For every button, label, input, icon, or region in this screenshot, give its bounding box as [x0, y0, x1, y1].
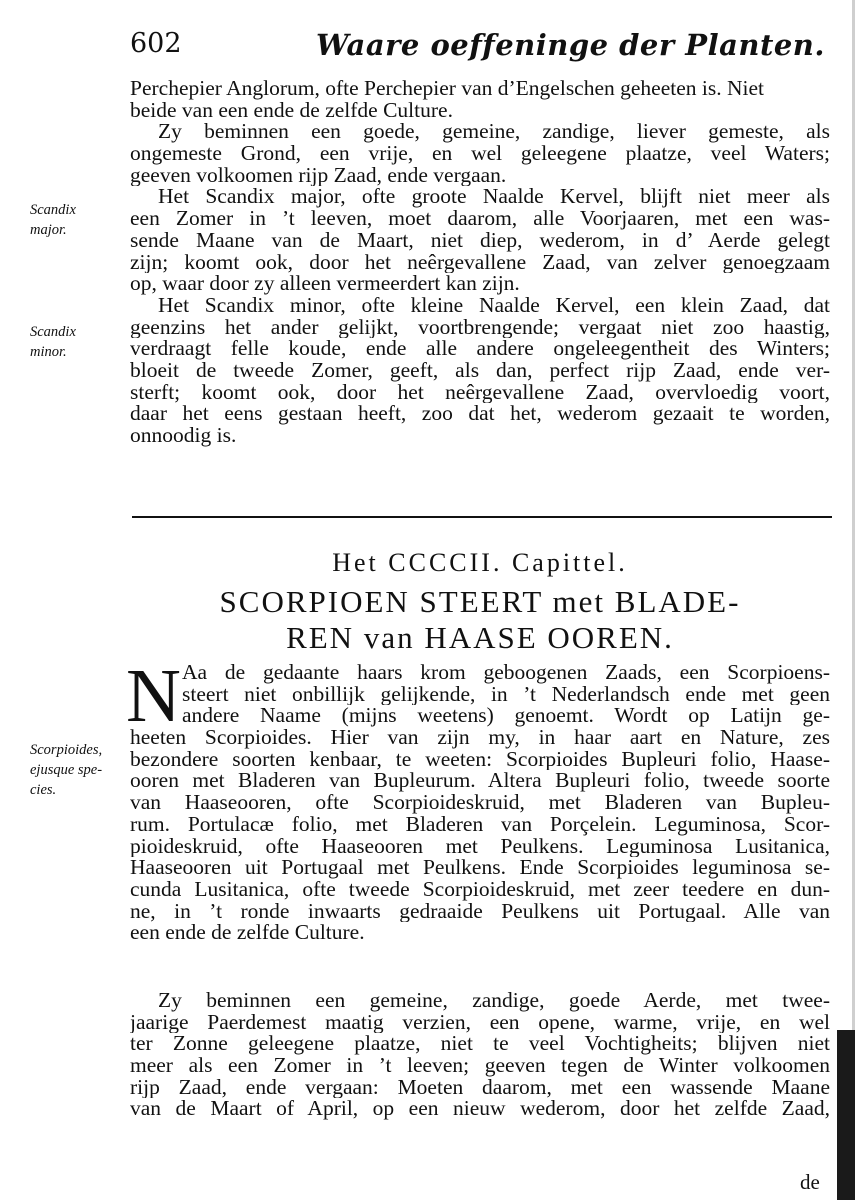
- margin-note-line: Scandix: [30, 324, 76, 340]
- text-line: zijn; koomt ook, door het neêrgevallene Zaad, van zelver genoegzaam: [130, 251, 830, 274]
- text-line: ne, in ’t ronde inwaarts gedraaide Peulkens uit Portugaal. Alle van: [130, 900, 830, 923]
- text-line: sterft; koomt ook, door het neêrgevallene Zaad, overvloedig voort,: [130, 381, 830, 404]
- text-line: onnoodig is.: [130, 425, 237, 447]
- margin-note-scandix-minor: [30, 322, 125, 362]
- margin-note-scorpioides: [30, 740, 125, 800]
- text-line: bloeit de tweede Zomer, geeft, als dan, perfect rijp Zaad, ende ver-: [130, 359, 830, 382]
- text-line: cunda Lusitanica, ofte tweede Scorpioideskruid, met zeer teedere en dun-: [130, 878, 830, 901]
- margin-note-line: ejusque spe-: [30, 762, 103, 778]
- text-line: Zy beminnen een gemeine, zandige, goede Aerde, met twee-: [158, 990, 830, 1012]
- text-line: Aa de gedaante haars krom geboogenen Zaads, een Scorpioens-: [182, 662, 830, 684]
- text-line: Het Scandix minor, ofte kleine Naalde Kervel, een klein Zaad, dat: [158, 294, 830, 317]
- paragraph-scorpioides-intro: [130, 662, 830, 944]
- text-line: rijp Zaad, ende vergaan: Moeten daarom, met een wassende Maane: [130, 1076, 830, 1099]
- catchword: de: [800, 1170, 820, 1194]
- text-line: beide van een ende de zelfde Culture.: [130, 99, 453, 122]
- text-line: verdraagt felle koude, ende alle andere ongeleegentheit des Winters;: [130, 338, 830, 360]
- text-line: steert niet onbillijk gelijkende, in ’t Nederlandsch ende met geen: [182, 683, 830, 706]
- paragraph-perchepier-scandix: [130, 78, 830, 447]
- text-line: ongemeste Grond, een vrije, en wel geleegene plaatze, veel Waters;: [130, 143, 830, 165]
- running-head: Waare oeffeninge der Planten.: [316, 28, 825, 62]
- text-line: op, waar door zy alleen vermeerdert kan zijn.: [130, 273, 520, 295]
- drop-cap: N: [126, 654, 181, 738]
- margin-note-line: Scandix: [30, 202, 76, 218]
- section-rule: [132, 516, 832, 518]
- text-line: van de Maart of April, op een nieuw wederom, door het zelfde Zaad,: [130, 1098, 830, 1121]
- text-line: ter Zonne geleegene plaatze, niet te veel Vochtigheits; blijven niet: [130, 1033, 830, 1056]
- text-line: sende Maane van de Maart, niet diep, wederom, in d’ Aerde gelegt: [130, 229, 830, 252]
- margin-note-line: cies.: [30, 782, 57, 798]
- text-line: een Zomer in ’t leeven, moet daarom, alle Voorjaaren, met een was-: [130, 208, 830, 230]
- text-line: Haaseooren uit Portugaal met Peulkens. Ende Scorpioides leguminosa se-: [130, 857, 830, 879]
- chapter-title-line-1: SCORPIOEN STEERT met BLADE-: [219, 584, 741, 619]
- page-header: [130, 26, 830, 66]
- text-line: rum. Portulacæ folio, met Bladeren van Porçelein. Leguminosa, Scor-: [130, 813, 830, 836]
- text-line: geenzins het ander gelijkt, voortbrengende; vergaat niet zoo haastig,: [130, 316, 830, 339]
- adjacent-page-edge: [837, 1030, 855, 1200]
- text-line: meer als een Zomer in ’t leeven; geeven tegen de Winter volkoomen: [130, 1055, 830, 1077]
- text-line: pioideskruid, ofte Haaseooren met Peulkens. Leguminosa Lusitanica,: [130, 835, 830, 858]
- chapter-title-line-2: REN van HAASE OOREN.: [286, 620, 674, 655]
- margin-note-scandix-major: [30, 200, 125, 240]
- text-line: bezondere soorten kenbaar, te weeten: Scorpioides Bupleuri folio, Haase-: [130, 748, 830, 771]
- page-number: 602: [130, 28, 182, 59]
- text-line: Perchepier Anglorum, ofte Perchepier van d’Engelschen geheeten is. Niet: [130, 78, 765, 100]
- margin-note-line: Scorpioides,: [30, 742, 103, 758]
- text-line: van Haaseooren, ofte Scorpioideskruid, met Bladeren van Bupleu-: [130, 792, 830, 814]
- text-line: geeven volkoomen rijp Zaad, ende vergaan.: [130, 164, 507, 187]
- text-line: Het Scandix major, ofte groote Naalde Kervel, blijft niet meer als: [158, 186, 830, 209]
- margin-note-line: major.: [30, 222, 67, 238]
- text-line: heeten Scorpioides. Hier van zijn my, in haar aart en Nature, zes: [130, 727, 830, 749]
- text-line: jaarige Paerdemest maatig verzien, een opene, warme, vrije, en wel: [130, 1011, 830, 1034]
- text-line: andere Naame (mijns weetens) genoemt. Wordt op Latijn ge-: [182, 705, 830, 728]
- chapter-heading: Het CCCCII. Capittel.: [332, 548, 628, 577]
- paragraph-scorpioides-culture: [130, 990, 830, 1120]
- margin-note-line: minor.: [30, 344, 67, 360]
- text-line: Zy beminnen een goede, gemeine, zandige, liever gemeste, als: [158, 121, 830, 144]
- text-line: daar het eens gestaan heeft, zoo dat het, wederom gezaait te worden,: [130, 403, 830, 425]
- text-line: ooren met Bladeren van Bupleurum. Altera Bupleuri folio, tweede soorte: [130, 770, 830, 793]
- text-line: een ende de zelfde Culture.: [130, 922, 365, 944]
